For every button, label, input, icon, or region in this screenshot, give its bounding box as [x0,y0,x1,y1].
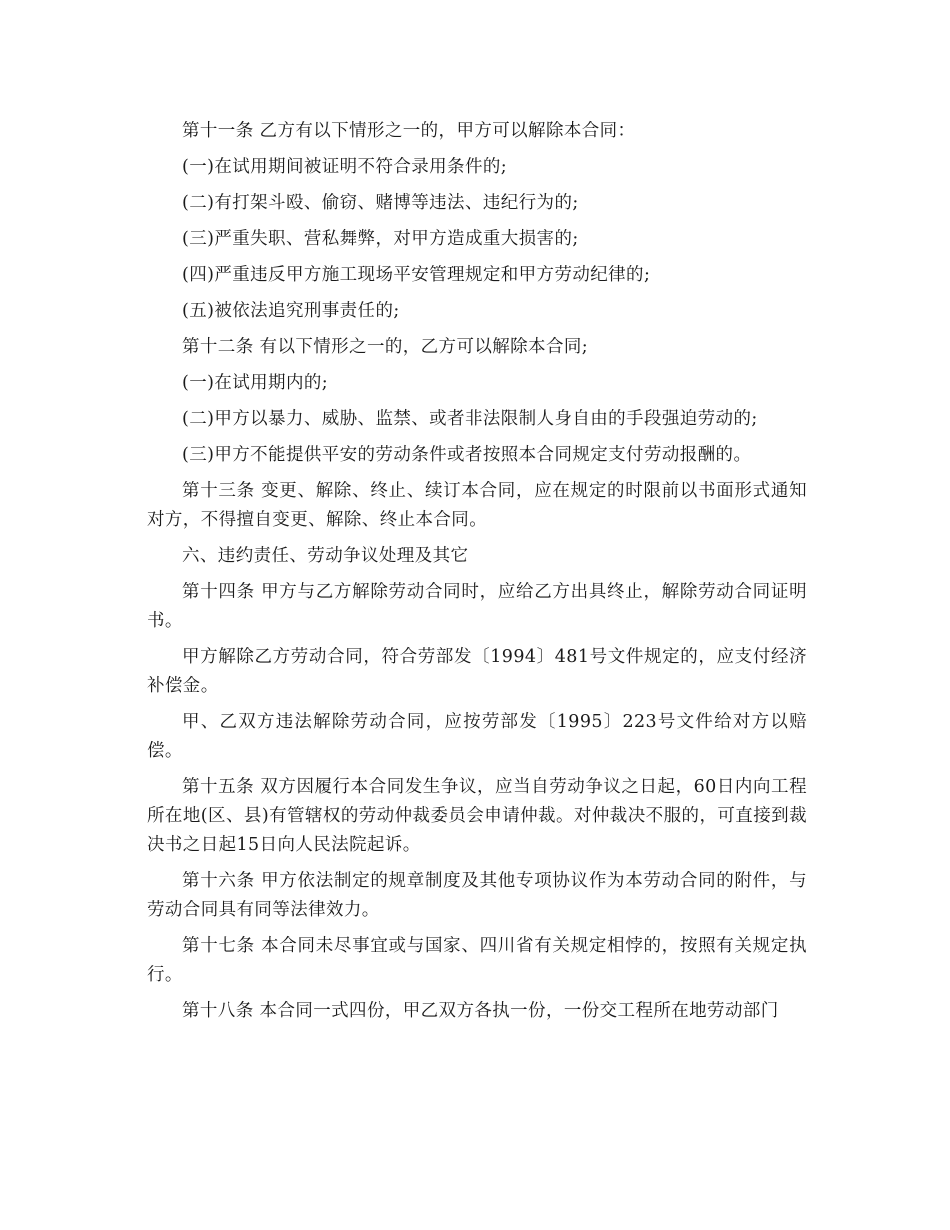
section-heading: 六、违约责任、劳动争议处理及其它 [182,546,469,566]
document-body [147,117,807,1033]
list-item: (五)被依法追究刑事责任的; [182,301,400,321]
paragraph-article-16: 第十六条 甲方依法制定的规章制度及其他专项协议作为本劳动合同的附件，与劳动合同具有同等法律效力。 [147,871,807,920]
paragraph-article-17: 第十七条 本合同未尽事宜或与国家、四川省有关规定相悖的，按照有关规定执行。 [147,936,807,985]
paragraph-article-11: 第十一条 乙方有以下情形之一的，甲方可以解除本合同： [182,121,636,141]
paragraph-article-15: 第十五条 双方因履行本合同发生争议，应当自劳动争议之日起，60日内向工程所在地(区、县)有管辖权的劳动仲裁委员会申请仲裁。对仲裁决不服的，可直接到裁决书之日起15日向人民法院起诉。 [147,777,807,855]
paragraph-article-12: 第十二条 有以下情形之一的，乙方可以解除本合同; [182,337,589,357]
paragraph-article-18: 第十八条 本合同一式四份，甲乙双方各执一份，一份交工程所在地劳动部门 [182,1001,779,1021]
paragraph: 甲、乙双方违法解除劳动合同，应按劳部发〔1995〕223号文件给对方以赔偿。 [147,712,807,761]
list-item: (一)在试用期间被证明不符合录用条件的; [182,157,508,177]
list-item: (一)在试用期内的; [182,373,329,393]
paragraph-article-13: 第十三条 变更、解除、终止、续订本合同，应在规定的时限前以书面形式通知对方，不得擅自变更、解除、终止本合同。 [147,481,807,530]
list-item: (二)有打架斗殴、偷窃、赌博等违法、违纪行为的; [182,193,579,213]
paragraph: 甲方解除乙方劳动合同，符合劳部发〔1994〕481号文件规定的，应支付经济补偿金。 [147,647,807,696]
list-item: (三)甲方不能提供平安的劳动条件或者按照本合同规定支付劳动报酬的。 [182,445,752,465]
list-item: (四)严重违反甲方施工现场平安管理规定和甲方劳动纪律的; [182,265,651,285]
list-item: (二)甲方以暴力、威胁、监禁、或者非法限制人身自由的手段强迫劳动的; [182,409,758,429]
paragraph-article-14: 第十四条 甲方与乙方解除劳动合同时，应给乙方出具终止，解除劳动合同证明书。 [147,582,807,631]
list-item: (三)严重失职、营私舞弊，对甲方造成重大损害的; [182,229,579,249]
